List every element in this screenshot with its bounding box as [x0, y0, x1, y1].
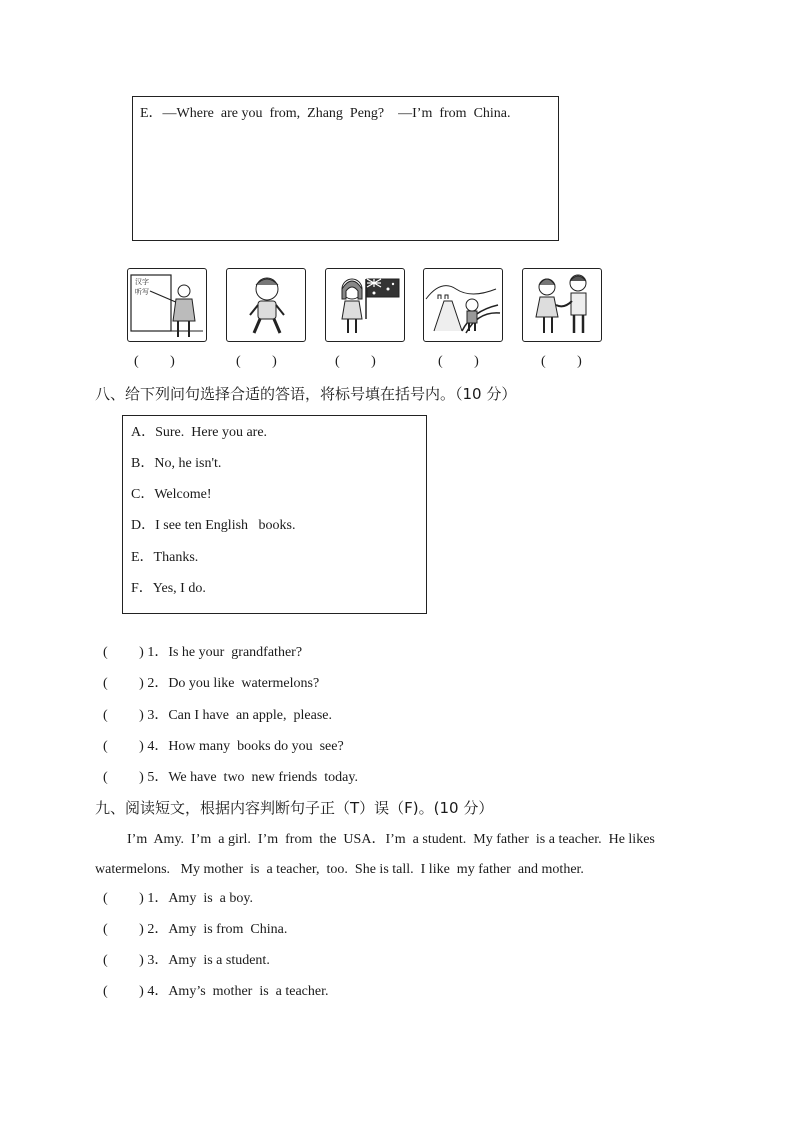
question-row[interactable]: ( ) 4．How many books do you see?	[103, 739, 344, 754]
option-c: C．Welcome!	[131, 487, 212, 502]
section-9-heading: 九、阅读短文，根据内容判断句子正（T）误（F)。(10 分）	[95, 799, 494, 817]
question-row[interactable]: ( ) 5．We have two new friends today.	[103, 770, 358, 785]
option-b: B．No, he isn't.	[131, 456, 222, 471]
girl-with-australian-flag-icon	[326, 269, 404, 341]
picture-2	[226, 268, 306, 342]
section-8-heading: 八、给下列问句选择合适的答语，将标号填在括号内。（10 分）	[95, 385, 517, 403]
tf-question-row[interactable]: ( ) 3．Amy is a student.	[103, 953, 270, 968]
picture-5	[522, 268, 602, 342]
question-row[interactable]: ( ) 2．Do you like watermelons?	[103, 676, 320, 691]
picture-4	[423, 268, 503, 342]
svg-text:汉字: 汉字	[135, 278, 149, 286]
tf-question-row[interactable]: ( ) 2．Amy is from China.	[103, 922, 288, 937]
question-row[interactable]: ( ) 3．Can I have an apple, please.	[103, 708, 332, 723]
answer-blank-5[interactable]: ( )	[541, 354, 582, 369]
answer-blank-3[interactable]: ( )	[335, 354, 376, 369]
answer-blank-1[interactable]: ( )	[134, 354, 175, 369]
option-f: F．Yes, I do.	[131, 581, 206, 596]
sentence-box	[132, 96, 559, 241]
answer-blank-2[interactable]: ( )	[236, 354, 277, 369]
svg-text:听写: 听写	[135, 288, 149, 296]
option-e: E．Thanks.	[131, 550, 199, 565]
answer-blank-4[interactable]: ( )	[438, 354, 479, 369]
picture-1	[127, 268, 207, 342]
passage-line-2: watermelons. My mother is a teacher, too. She is tall. I like my father and mother.	[95, 862, 584, 877]
picture-3	[325, 268, 405, 342]
child-at-great-wall-icon	[424, 269, 502, 341]
option-a: A．Sure. Here you are.	[131, 425, 268, 440]
option-d: D．I see ten English books.	[131, 518, 296, 533]
teacher-at-blackboard-icon	[128, 269, 206, 341]
passage-line-1: I’m Amy. I’m a girl. I’m from the USA．I’m a student. My father is a teacher. He likes	[127, 832, 655, 847]
tf-question-row[interactable]: ( ) 4．Amy’s mother is a teacher.	[103, 984, 329, 999]
sentence-e: E．—Where are you from, Zhang Peng? —I’m from China.	[140, 106, 511, 121]
tf-question-row[interactable]: ( ) 1．Amy is a boy.	[103, 891, 253, 906]
children-shaking-hands-icon	[523, 269, 603, 341]
boy-walking-icon	[227, 269, 305, 341]
question-row[interactable]: ( ) 1．Is he your grandfather?	[103, 645, 303, 660]
